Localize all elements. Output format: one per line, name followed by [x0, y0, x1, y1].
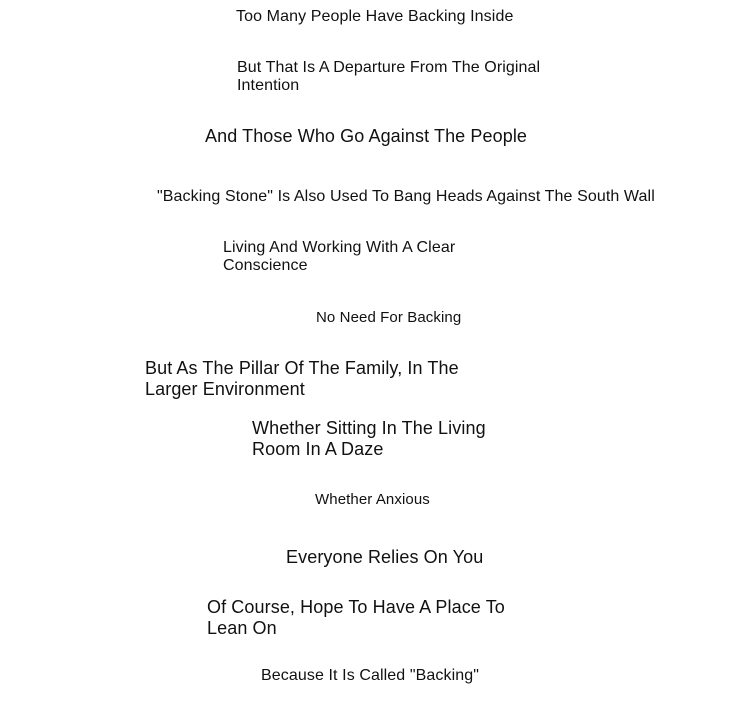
- text-line-2: But That Is A Departure From The Original Intention: [237, 59, 541, 95]
- text-line-1: Too Many People Have Backing Inside: [236, 8, 514, 25]
- text-line-6: No Need For Backing: [316, 309, 462, 326]
- text-line-12: Because It Is Called "Backing": [261, 667, 480, 684]
- text-line-11: Of Course, Hope To Have A Place To Lean On: [207, 597, 505, 638]
- text-line-10: Everyone Relies On You: [286, 547, 484, 567]
- text-line-4: "Backing Stone" Is Also Used To Bang Heads Against The South Wall: [157, 188, 655, 205]
- text-line-9: Whether Anxious: [315, 491, 430, 508]
- text-line-5: Living And Working With A Clear Conscience: [223, 239, 456, 275]
- text-line-8: Whether Sitting In The Living Room In A Daze: [252, 418, 486, 459]
- text-line-7: But As The Pillar Of The Family, In The Larger Environment: [145, 358, 459, 399]
- text-line-3: And Those Who Go Against The People: [205, 126, 528, 146]
